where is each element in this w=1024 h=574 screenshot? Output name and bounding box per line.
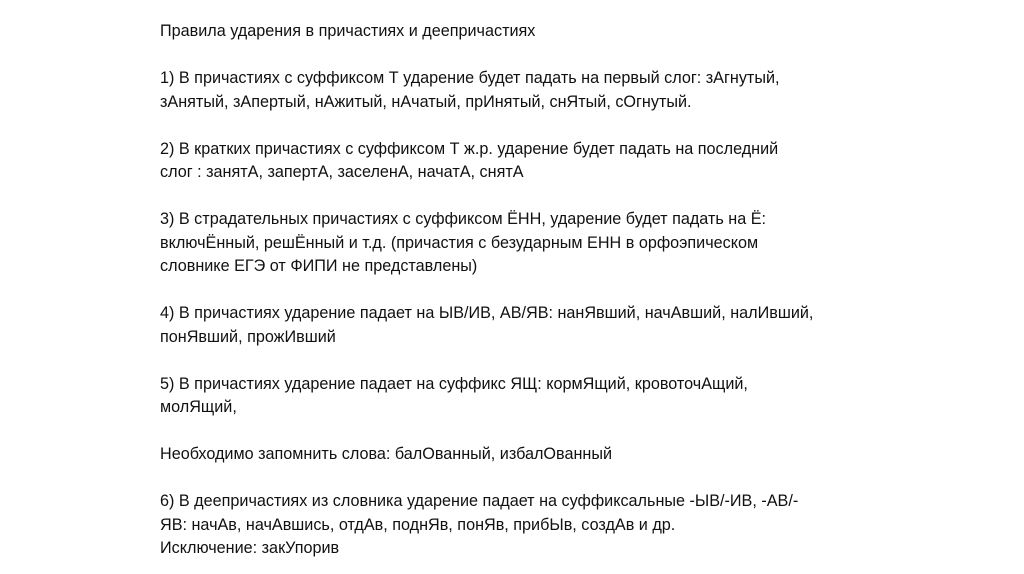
paragraph-spacer: [160, 279, 880, 303]
memorize-paragraph: [160, 443, 880, 467]
rule-2-line-2: слог : занятА, запертА, заселенА, начатА, снятА: [160, 163, 524, 181]
rule-6-paragraph: [160, 490, 880, 561]
paragraph-spacer: [160, 44, 880, 68]
memorize-line: Необходимо запомнить слова: балОванный, избалОванный: [160, 445, 612, 463]
slide-text-body: [160, 20, 880, 561]
slide-title: Правила ударения в причастиях и деепричастиях: [160, 22, 536, 40]
paragraph-spacer: [160, 349, 880, 373]
exception-line: Исключение: закУпорив: [160, 539, 340, 557]
paragraph-spacer: [160, 114, 880, 138]
rule-2-paragraph: [160, 138, 880, 185]
rule-3-paragraph: [160, 208, 880, 279]
rule-4-line-2: понЯвший, прожИвший: [160, 327, 336, 346]
paragraph-spacer: [160, 420, 880, 444]
rule-3-line-1: 3) В страдательных причастиях с суффиксом ЁНН, ударение будет падать на Ё:: [160, 210, 767, 228]
rule-1-line-1: 1) В причастиях с суффиксом Т ударение будет падать на первый слог: зАгнутый,: [160, 69, 780, 87]
paragraph-spacer: [160, 467, 880, 491]
paragraph-spacer: [160, 185, 880, 209]
rule-5-line-1: 5) В причастиях ударение падает на суффикс ЯЩ: кормЯщий, кровоточАщий,: [160, 374, 748, 393]
rule-3-line-2: включЁнный, решЁнный и т.д. (причастия с безударным ЕНН в орфоэпическом: [160, 233, 759, 252]
rule-1-line-2: зАнятый, зАпертый, нАжитый, нАчатый, прИнятый, снЯтый, сОгнутый.: [160, 92, 692, 111]
rule-3-line-3: словнике ЕГЭ от ФИПИ не представлены): [160, 257, 478, 275]
rule-2-line-1: 2) В кратких причастиях с суффиксом Т ж.р. ударение будет падать на последний: [160, 139, 779, 158]
rule-4-paragraph: [160, 302, 880, 349]
rule-5-paragraph: [160, 373, 880, 420]
rule-6-line-2: ЯВ: начАв, начАвшись, отдАв, поднЯв, понЯв, прибЫв, создАв и др.: [160, 515, 676, 534]
rule-6-line-1: 6) В деепричастиях из словника ударение падает на суффиксальные -ЫВ/-ИВ, -АВ/-: [160, 492, 799, 510]
rule-1-paragraph: [160, 67, 880, 114]
rule-5-line-2: молЯщий,: [160, 398, 237, 416]
rule-4-line-1: 4) В причастиях ударение падает на ЫВ/ИВ, АВ/ЯВ: нанЯвший, начАвший, налИвший,: [160, 304, 814, 322]
